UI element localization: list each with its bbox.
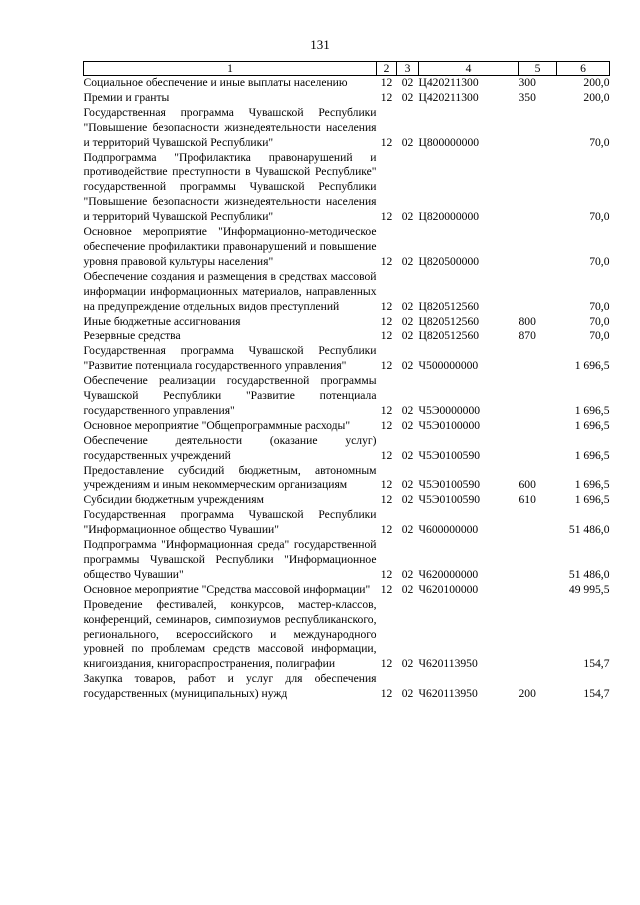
row-amount-cell: 70,0 bbox=[589, 254, 610, 268]
row-subsection-cell: 02 bbox=[401, 418, 414, 432]
row-expense-type-cell bbox=[519, 270, 557, 315]
row-section-cell: 12 bbox=[380, 403, 393, 417]
row-section-cell: 12 bbox=[380, 90, 393, 104]
row-amount-cell: 200,0 bbox=[583, 90, 610, 104]
row-target-code-cell: Ч5Э0100000 bbox=[418, 418, 481, 432]
row-amount-cell: 51 486,0 bbox=[568, 523, 610, 537]
row-name-cell: Обеспечение реализации государственной программы Чувашской Республики "Развитие потенциала государственного управления" bbox=[83, 374, 377, 417]
row-subsection-cell: 02 bbox=[401, 210, 414, 224]
row-expense-type-cell: 800 bbox=[518, 314, 536, 328]
row-target-code-cell: Ч620100000 bbox=[418, 582, 479, 596]
row-section-cell: 12 bbox=[380, 523, 393, 537]
row-subsection-cell: 02 bbox=[401, 493, 414, 507]
row-name-cell: Проведение фестивалей, конкурсов, мастер-классов, конференций, семинаров, симпозиумов республиканского, регионального, всероссийского и международного уровней по проблемам средств массовой информации, книгоиздания, книгораспространения, полиграфии bbox=[83, 597, 377, 671]
row-expense-type-cell: 350 bbox=[518, 90, 536, 104]
row-name-cell: Предоставление субсидий бюджетным, автономным учреждениям и иным некоммерческим организациям bbox=[83, 463, 377, 492]
table-row bbox=[84, 672, 610, 702]
row-name-cell: Премии и гранты bbox=[83, 90, 170, 104]
row-section-cell: 12 bbox=[380, 687, 393, 701]
table-header-row bbox=[84, 62, 610, 76]
row-target-code-cell: Ц820500000 bbox=[418, 254, 480, 268]
page-number: 131 bbox=[310, 37, 330, 52]
row-subsection-cell: 02 bbox=[401, 582, 414, 596]
row-target-code-cell: Ч5Э0100590 bbox=[418, 493, 481, 507]
row-subsection-cell: 02 bbox=[401, 76, 414, 89]
row-amount-cell: 70,0 bbox=[589, 135, 610, 149]
row-target-code-cell: Ч5Э0000000 bbox=[418, 403, 481, 417]
row-amount-cell: 154,7 bbox=[583, 687, 610, 701]
row-name-cell: Государственная программа Чувашской Республики "Информационное общество Чувашии" bbox=[83, 508, 377, 537]
row-name-cell: Субсидии бюджетным учреждениям bbox=[83, 493, 264, 507]
row-subsection-cell: 02 bbox=[401, 90, 414, 104]
row-name-cell: Подпрограмма "Информационная среда" государственной программы Чувашской Республики "Информационное общество Чувашии" bbox=[83, 538, 377, 581]
row-name-cell: Государственная программа Чувашской Республики "Повышение безопасности жизнедеятельности населения и территорий Чувашской Республики" bbox=[83, 105, 377, 149]
row-subsection-cell: 02 bbox=[401, 687, 414, 701]
header-col-5: 5 bbox=[519, 62, 557, 76]
row-section-cell: 12 bbox=[380, 254, 393, 268]
table-row bbox=[84, 464, 610, 494]
row-name-cell: Резервные средства bbox=[83, 329, 181, 343]
row-expense-type-cell bbox=[519, 583, 557, 598]
row-section-cell: 12 bbox=[380, 359, 393, 373]
row-target-code-cell: Ч600000000 bbox=[418, 523, 479, 537]
row-expense-type-cell bbox=[519, 374, 557, 419]
table-body bbox=[84, 76, 610, 703]
row-amount-cell: 200,0 bbox=[583, 76, 610, 89]
row-name-cell: Основное мероприятие "Общепрограммные расходы" bbox=[83, 418, 351, 432]
row-target-code-cell: Ч500000000 bbox=[418, 359, 479, 373]
table-row bbox=[84, 538, 610, 583]
row-name-cell: Иные бюджетные ассигнования bbox=[83, 314, 241, 328]
table-row bbox=[84, 329, 610, 344]
row-amount-cell: 49 995,5 bbox=[568, 582, 610, 596]
row-section-cell: 12 bbox=[380, 582, 393, 596]
row-target-code-cell: Ц420211300 bbox=[418, 90, 479, 104]
table-row bbox=[84, 91, 610, 106]
row-amount-cell: 70,0 bbox=[589, 314, 610, 328]
row-expense-type-cell bbox=[519, 106, 557, 151]
row-expense-type-cell: 870 bbox=[518, 329, 536, 343]
row-target-code-cell: Ц820512560 bbox=[418, 329, 480, 343]
row-expense-type-cell: 600 bbox=[518, 478, 536, 492]
table-row bbox=[84, 434, 610, 464]
row-target-code-cell: Ц820512560 bbox=[418, 314, 480, 328]
header-col-3: 3 bbox=[397, 62, 419, 76]
row-subsection-cell: 02 bbox=[401, 448, 414, 462]
budget-table bbox=[83, 61, 610, 702]
row-target-code-cell: Ч620000000 bbox=[418, 567, 479, 581]
row-target-code-cell: Ц800000000 bbox=[418, 135, 480, 149]
row-amount-cell: 154,7 bbox=[583, 657, 610, 671]
row-expense-type-cell bbox=[519, 508, 557, 538]
row-target-code-cell: Ч5Э0100590 bbox=[418, 478, 481, 492]
row-section-cell: 12 bbox=[380, 567, 393, 581]
row-section-cell: 12 bbox=[380, 418, 393, 432]
row-subsection-cell: 02 bbox=[401, 254, 414, 268]
header-col-2: 2 bbox=[377, 62, 397, 76]
row-section-cell: 12 bbox=[380, 135, 393, 149]
table-row bbox=[84, 344, 610, 374]
table-row bbox=[84, 106, 610, 151]
table-row bbox=[84, 598, 610, 673]
row-expense-type-cell bbox=[519, 151, 557, 226]
row-name-cell: Социальное обеспечение и иные выплаты населению bbox=[83, 76, 348, 89]
row-subsection-cell: 02 bbox=[401, 359, 414, 373]
table-row bbox=[84, 225, 610, 270]
row-section-cell: 12 bbox=[380, 448, 393, 462]
row-expense-type-cell bbox=[519, 434, 557, 464]
row-section-cell: 12 bbox=[380, 478, 393, 492]
table-row bbox=[84, 315, 610, 330]
table-row bbox=[84, 151, 610, 226]
row-amount-cell: 51 486,0 bbox=[568, 567, 610, 581]
row-subsection-cell: 02 bbox=[401, 403, 414, 417]
table-row bbox=[84, 493, 610, 508]
row-amount-cell: 1 696,5 bbox=[574, 478, 610, 492]
row-expense-type-cell bbox=[519, 538, 557, 583]
row-amount-cell: 70,0 bbox=[589, 299, 610, 313]
row-name-cell: Подпрограмма "Профилактика правонарушений и противодействие преступности в Чувашской Республике" государственной программы Чувашской Республики "Повышение безопасности жизнедеятельности населения и территорий Чувашской Республики" bbox=[83, 150, 377, 224]
row-subsection-cell: 02 bbox=[401, 478, 414, 492]
row-expense-type-cell: 300 bbox=[518, 76, 536, 89]
row-amount-cell: 1 696,5 bbox=[574, 493, 610, 507]
row-expense-type-cell: 200 bbox=[518, 687, 536, 701]
row-amount-cell: 1 696,5 bbox=[574, 359, 610, 373]
row-amount-cell: 1 696,5 bbox=[574, 403, 610, 417]
table-row bbox=[84, 76, 610, 91]
row-target-code-cell: Ч5Э0100590 bbox=[418, 448, 481, 462]
row-section-cell: 12 bbox=[380, 329, 393, 343]
row-target-code-cell: Ч620113950 bbox=[418, 687, 478, 701]
header-col-6: 6 bbox=[557, 62, 610, 76]
row-target-code-cell: Ц420211300 bbox=[418, 76, 479, 89]
row-subsection-cell: 02 bbox=[401, 329, 414, 343]
row-amount-cell: 1 696,5 bbox=[574, 418, 610, 432]
row-section-cell: 12 bbox=[380, 493, 393, 507]
row-expense-type-cell bbox=[519, 225, 557, 270]
row-target-code-cell: Ц820000000 bbox=[418, 210, 480, 224]
row-name-cell: Закупка товаров, работ и услуг для обеспечения государственных (муниципальных) нужд bbox=[83, 672, 377, 701]
row-target-code-cell: Ч620113950 bbox=[418, 657, 478, 671]
row-name-cell: Обеспечение деятельности (оказание услуг) государственных учреждений bbox=[83, 433, 377, 462]
row-subsection-cell: 02 bbox=[401, 657, 414, 671]
row-amount-cell: 1 696,5 bbox=[574, 448, 610, 462]
row-name-cell: Государственная программа Чувашской Республики "Развитие потенциала государственного управления" bbox=[83, 344, 377, 373]
header-col-1: 1 bbox=[84, 62, 377, 76]
table-row bbox=[84, 419, 610, 434]
row-section-cell: 12 bbox=[380, 657, 393, 671]
table-row bbox=[84, 270, 610, 315]
row-subsection-cell: 02 bbox=[401, 567, 414, 581]
row-expense-type-cell bbox=[519, 344, 557, 374]
row-subsection-cell: 02 bbox=[401, 314, 414, 328]
row-expense-type-cell bbox=[519, 598, 557, 673]
row-section-cell: 12 bbox=[380, 299, 393, 313]
row-expense-type-cell: 610 bbox=[518, 493, 536, 507]
table-row bbox=[84, 508, 610, 538]
row-name-cell: Обеспечение создания и размещения в средствах массовой информации информационных материалов, направленных на предупреждение отдельных видов преступлений bbox=[83, 269, 377, 313]
row-subsection-cell: 02 bbox=[401, 299, 414, 313]
table-row bbox=[84, 583, 610, 598]
row-name-cell: Основное мероприятие "Средства массовой информации" bbox=[83, 582, 371, 596]
row-amount-cell: 70,0 bbox=[589, 210, 610, 224]
row-section-cell: 12 bbox=[380, 76, 393, 89]
row-amount-cell: 70,0 bbox=[589, 329, 610, 343]
row-name-cell: Основное мероприятие "Информационно-методическое обеспечение профилактики правонарушений и повышение уровня правовой культуры населения" bbox=[83, 225, 377, 268]
row-target-code-cell: Ц820512560 bbox=[418, 299, 480, 313]
row-section-cell: 12 bbox=[380, 210, 393, 224]
header-col-4: 4 bbox=[419, 62, 519, 76]
row-expense-type-cell bbox=[519, 419, 557, 434]
table-row bbox=[84, 374, 610, 419]
row-subsection-cell: 02 bbox=[401, 135, 414, 149]
row-subsection-cell: 02 bbox=[401, 523, 414, 537]
row-section-cell: 12 bbox=[380, 314, 393, 328]
